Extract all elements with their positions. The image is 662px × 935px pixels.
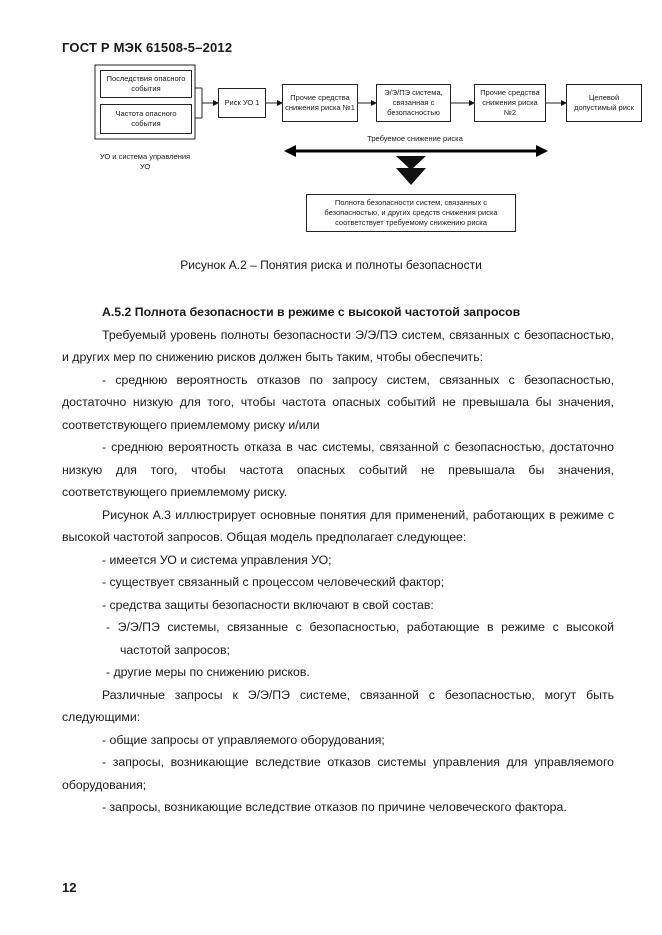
list-item: - среднюю вероятность отказов по запросу систем, связанных с безопасностью, достаточно низкую для того, чтобы частота опасных событий не превышала бы значения, соответствующего приемлемому риску и/или: [62, 372, 614, 432]
eep-system-box: [376, 84, 451, 122]
sub-list-item: - другие меры по снижению рисков.: [106, 665, 310, 679]
integrity-note-box: [306, 194, 516, 232]
risk-eut-box: [218, 88, 266, 118]
consequence-label: Последствия опасного события: [106, 74, 186, 93]
section-heading: А.5.2 Полнота безопасности в режиме с высокой частотой запросов: [102, 305, 521, 319]
other-means-1-box: [282, 84, 358, 122]
paragraph-intro: Требуемый уровень полноты безопасности Э/Э/ПЭ систем, связанных с безопасностью, и других мер по снижению рисков должен быть таким, чтобы обеспечить:: [62, 327, 614, 364]
required-reduction-label: Требуемое снижение риска: [367, 134, 463, 143]
other-means-2-label: Прочие средства снижения риска №2: [480, 88, 540, 117]
figure-caption: Рисунок А.2 – Понятия риска и полноты безопасности: [180, 258, 482, 272]
frequency-label: Частота опасного события: [115, 109, 177, 128]
other-means-1-label: Прочие средства снижения риска №1: [285, 93, 355, 112]
consequence-box: [100, 70, 192, 98]
list-item: - средства защиты безопасности включают в свой состав:: [102, 597, 434, 612]
frequency-box: [100, 104, 192, 134]
sub-list-item: - Э/Э/ПЭ системы, связанные с безопасностью, работающие в режиме с высокой частотой запросов;: [106, 620, 614, 657]
integrity-note-label: Полнота безопасности систем, связанных с безопасностью, и других средств снижения риска соответствует требуемому снижению риска: [324, 198, 498, 227]
target-risk-label: Целевой допустимый риск: [574, 93, 634, 112]
list-item: - запросы, возникающие вследствие отказов системы управления для управляемого оборудования;: [62, 755, 614, 792]
paragraph-requests: Различные запросы к Э/Э/ПЭ системе, связанной с безопасностью, могут быть следующими:: [62, 687, 614, 724]
page-number: 12: [62, 880, 77, 895]
list-item: - существует связанный с процессом человеческий фактор;: [102, 575, 445, 589]
section-body: [62, 301, 614, 819]
eut-label: УО и система управления УО: [99, 152, 191, 171]
paragraph-model: Рисунок А.3 иллюстрирует основные понятия для применений, работающих в режиме с высокой частотой запросов. Общая модель предполагает следующее:: [62, 507, 614, 544]
risk-eut-label: Риск УО 1: [224, 98, 260, 107]
target-risk-box: [566, 84, 642, 122]
other-means-2-box: [474, 84, 546, 122]
list-item: - общие запросы от управляемого оборудования;: [102, 732, 385, 747]
eep-system-label: Э/Э/ПЭ система, связанная с безопасностью: [384, 88, 443, 117]
document-header: ГОСТ Р МЭК 61508-5–2012: [62, 40, 233, 55]
list-item: - среднюю вероятность отказа в час системы, связанной с безопасностью, достаточно низкую для того, чтобы частота опасных событий не превышала бы значения, соответствующего приемлемому риску.: [62, 440, 614, 499]
list-item: - запросы, возникающие вследствие отказов по причине человеческого фактора.: [102, 800, 567, 814]
list-item: - имеется УО и система управления УО;: [102, 552, 332, 567]
